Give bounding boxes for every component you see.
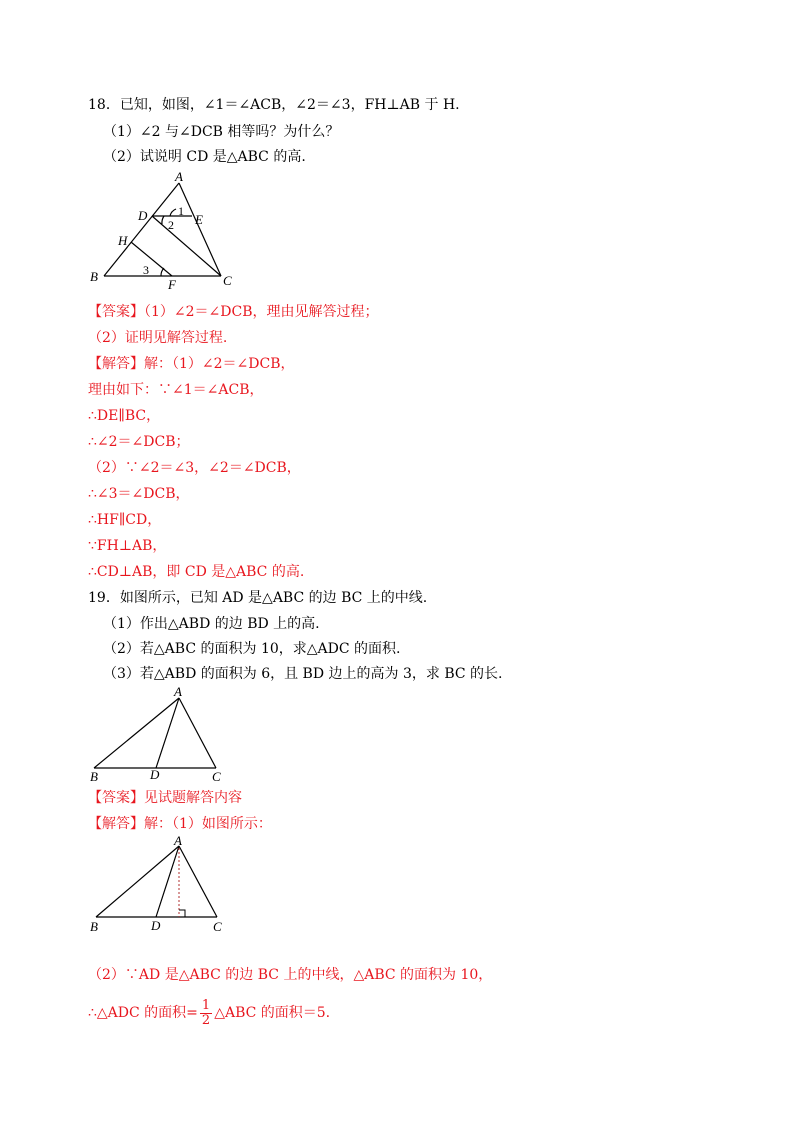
- label-d: D: [151, 918, 161, 933]
- label-e: E: [195, 212, 203, 227]
- label-b: B: [90, 919, 98, 934]
- q18-solution-line: ∵FH⊥AB，: [88, 538, 167, 554]
- q19-sub3: （3）若△ABD 的面积为 6，且 BD 边上的高为 3，求 BC 的长.: [103, 666, 503, 682]
- q18-solution-line: ∴∠3＝∠DCB，: [88, 486, 190, 502]
- label-angle-3: 3: [143, 263, 149, 277]
- label-a: A: [174, 834, 182, 848]
- q18-stem: 18．已知，如图，∠1＝∠ACB，∠2＝∠3，FH⊥AB 于 H.: [88, 97, 460, 113]
- q18-solution-line: ∴CD⊥AB，即 CD 是△ABC 的高.: [88, 564, 305, 580]
- label-c: C: [213, 919, 222, 934]
- q18-sub2: （2）试说明 CD 是△ABC 的高.: [103, 149, 306, 165]
- label-angle-2: 2: [168, 218, 174, 232]
- label-d: D: [138, 208, 148, 223]
- segment-ab: [96, 846, 179, 917]
- label-angle-1: 1: [178, 204, 184, 218]
- segment-ac: [179, 183, 221, 276]
- q18-solution-line: ∴DE∥BC，: [88, 408, 161, 424]
- q19-solution-figure: [86, 834, 246, 936]
- label-d: D: [150, 767, 160, 782]
- right-angle-mark: [179, 910, 185, 917]
- segment-dc: [152, 216, 221, 276]
- angle-2-arc: [162, 216, 164, 224]
- label-b: B: [90, 769, 98, 784]
- angle-3-arc: [161, 268, 164, 276]
- q18-solution-line: 【解答】解：（1）∠2＝∠DCB，: [88, 356, 295, 372]
- q18-solution-line: ∴HF∥CD，: [88, 512, 162, 528]
- segment-ab: [94, 698, 179, 768]
- q18-solution-line: （2）∵∠2＝∠3，∠2＝∠DCB，: [88, 460, 301, 476]
- q18-answer-1: 【答案】（1）∠2＝∠DCB，理由见解答过程；: [88, 304, 379, 320]
- q19-solution-3-suffix: △ABC 的面积＝5.: [214, 1005, 331, 1021]
- q19-figure: [86, 684, 246, 784]
- label-c: C: [212, 769, 221, 784]
- segment-ad: [156, 846, 179, 917]
- segment-hf: [131, 242, 172, 276]
- q18-figure: [86, 168, 246, 293]
- label-c: C: [223, 273, 232, 288]
- label-f: F: [168, 277, 176, 292]
- q19-solution-2: （2）∵AD 是△ABC 的边 BC 上的中线，△ABC 的面积为 10，: [88, 967, 493, 983]
- fraction-numerator: 1: [201, 997, 211, 1013]
- q19-sub2: （2）若△ABC 的面积为 10，求△ADC 的面积.: [103, 641, 401, 657]
- fraction-denominator: 2: [201, 1012, 211, 1028]
- q19-stem: 19．如图所示，已知 AD 是△ABC 的边 BC 上的中线.: [88, 590, 428, 606]
- q19-solution-3-prefix: ∴△ADC 的面积=: [88, 1005, 198, 1021]
- label-h: H: [118, 233, 128, 248]
- q18-solution-line: ∴∠2＝∠DCB；: [88, 434, 190, 450]
- segment-ad: [156, 698, 179, 768]
- label-a: A: [175, 169, 183, 184]
- q18-solution-line: 理由如下：∵∠1＝∠ACB，: [88, 382, 264, 398]
- angle-1-arc: [170, 209, 176, 216]
- label-a: A: [174, 684, 182, 699]
- q19-solution-1: 【解答】解：（1）如图所示：: [88, 816, 272, 832]
- q19-answer: 【答案】见试题解答内容: [88, 790, 242, 806]
- q18-sub1: （1）∠2 与∠DCB 相等吗？为什么？: [103, 124, 340, 140]
- q18-answer-2: （2）证明见解答过程.: [88, 330, 228, 346]
- q19-sub1: （1）作出△ABD 的边 BD 上的高.: [103, 616, 320, 632]
- segment-ac: [179, 846, 217, 917]
- fraction-one-half: [200, 999, 212, 1028]
- label-b: B: [90, 269, 98, 284]
- q19-solution-3: [88, 996, 330, 1030]
- segment-ac: [179, 698, 216, 768]
